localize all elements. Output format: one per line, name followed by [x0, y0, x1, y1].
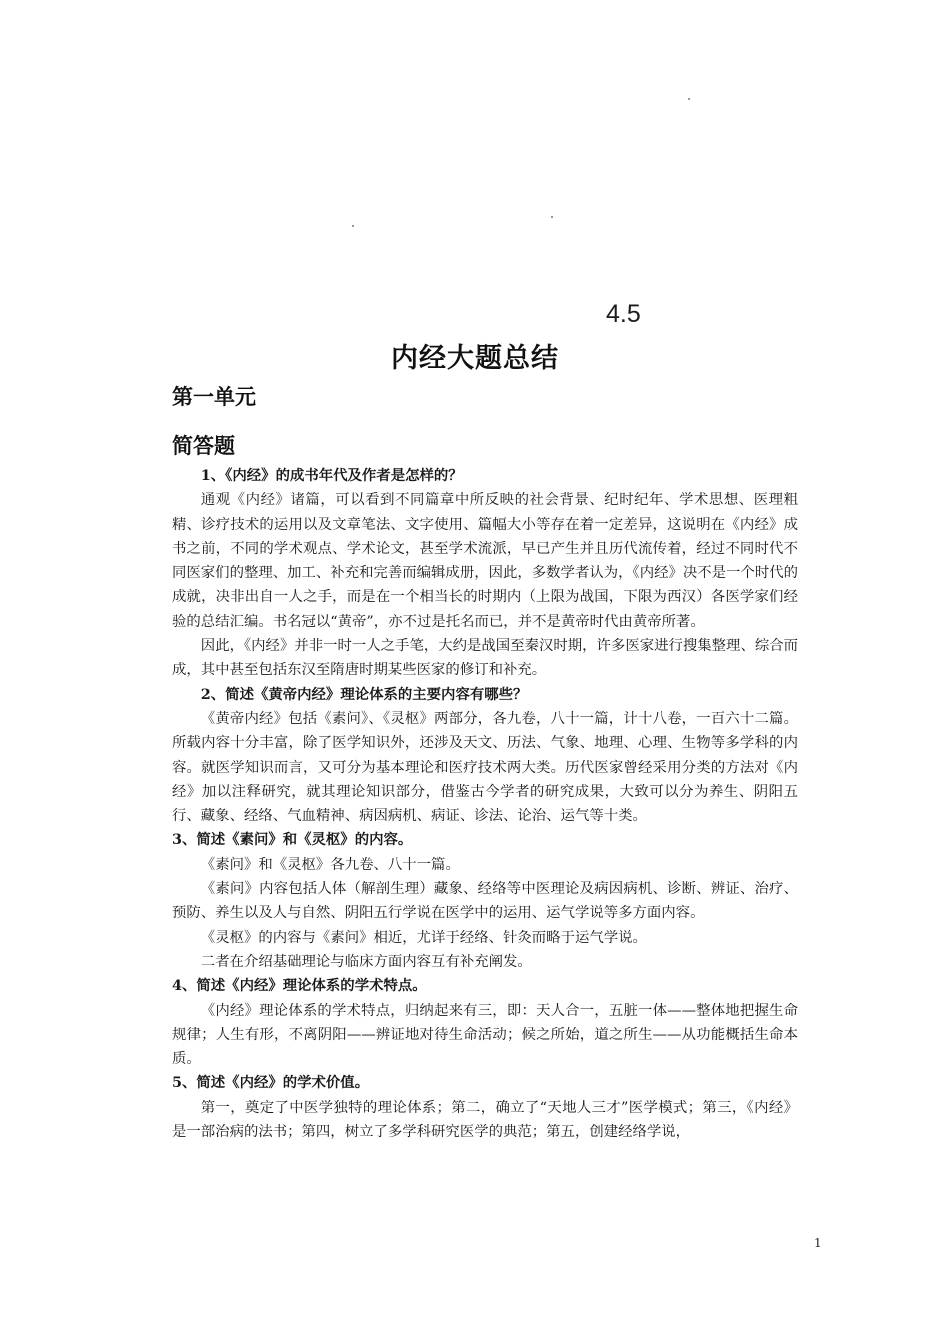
answer-paragraph: 《素问》内容包括人体（解剖生理）藏象、经络等中医理论及病因病机、诊断、辨证、治疗、预防、养生以及人与自然、阴阳五行学说在医学中的运用、运气学说等多方面内容。 [172, 881, 798, 922]
section-heading: 简答题 [172, 433, 235, 458]
answer-paragraph: 第一，奠定了中医学独特的理论体系；第二，确立了“天地人三才”医学模式；第三，《内经》是一部治病的法书；第四，树立了多学科研究医学的典范；第五，创建经络学说， [172, 1099, 798, 1141]
version-label: 4.5 [606, 300, 641, 328]
answer-paragraph: 通观《内经》诸篇，可以看到不同篇章中所反映的社会背景、纪时纪年、学术思想、医理粗精、诊疗技术的运用以及文章笔法、文字使用、篇幅大小等存在着一定差异，这说明在《内经》成书之前，不同的学术观点、学术论文，甚至学术流派，早已产生并且历代流传着，经过不同时代不同医家们的整理、加工、补充和完善而编辑成册，因此，多数学者认为，《内经》决不是一个时代的成就，决非出自一人之手，而是在一个相当长的时期内（上限为战国，下限为西汉）各医学家们经验的总结汇编。书名冠以“黄帝”，亦不过是托名而已，并不是黄帝时代由黄帝所著。 [172, 492, 798, 630]
question-heading: 4、简述《内经》理论体系的学术特点。 [172, 977, 427, 995]
unit-heading: 第一单元 [172, 384, 256, 409]
answer-paragraph: 因此，《内经》并非一时一人之手笔，大约是战国至秦汉时期，许多医家进行搜集整理、综合而成，其中甚至包括东汉至隋唐时期某些医家的修订和补充。 [172, 638, 799, 679]
page-number: 1 [814, 1236, 822, 1250]
answer-paragraph: 二者在介绍基础理论与临床方面内容互有补充阐发。 [200, 953, 532, 970]
document-title: 内经大题总结 [391, 343, 559, 374]
scan-speck [551, 216, 553, 218]
answer-paragraph: 《黄帝内经》包括《素问》、《灵枢》两部分，各九卷，八十一篇，计十八卷，一百六十二篇。所载内容十分丰富，除了医学知识外，还涉及天文、历法、气象、地理、心理、生物等多学科的内容。就医学知识而言，又可分为基本理论和医疗技术两大类。历代医家曾经采用分类的方法对《内经》加以注释研究，就其理论知识部分，借鉴古今学者的研究成果，大致可以分为养生、阴阳五行、藏象、经络、气血精神、病因病机、病证、诊法、论治、运气等十类。 [172, 710, 798, 825]
question-heading: 5、简述《内经》的学术价值。 [172, 1074, 370, 1092]
question-heading: 1、《内经》的成书年代及作者是怎样的？ [200, 467, 463, 484]
question-answer-list [172, 464, 798, 1144]
scan-speck [352, 225, 354, 227]
scan-speck [688, 98, 690, 100]
answer-paragraph: 《素问》和《灵枢》各九卷、八十一篇。 [200, 856, 460, 873]
question-heading: 2、简述《黄帝内经》理论体系的主要内容有哪些？ [200, 685, 528, 703]
answer-paragraph: 《内经》理论体系的学术特点，归纳起来有三，即：天人合一，五脏一体——整体地把握生命规律；人生有形，不离阴阳——辨证地对待生命活动；候之所始，道之所生——从功能概括生命本质。 [172, 1002, 798, 1068]
question-heading: 3、简述《素问》和《灵枢》的内容。 [172, 831, 413, 849]
answer-paragraph: 《灵枢》的内容与《素问》相近，尤详于经络、针灸而略于运气学说。 [200, 929, 647, 946]
